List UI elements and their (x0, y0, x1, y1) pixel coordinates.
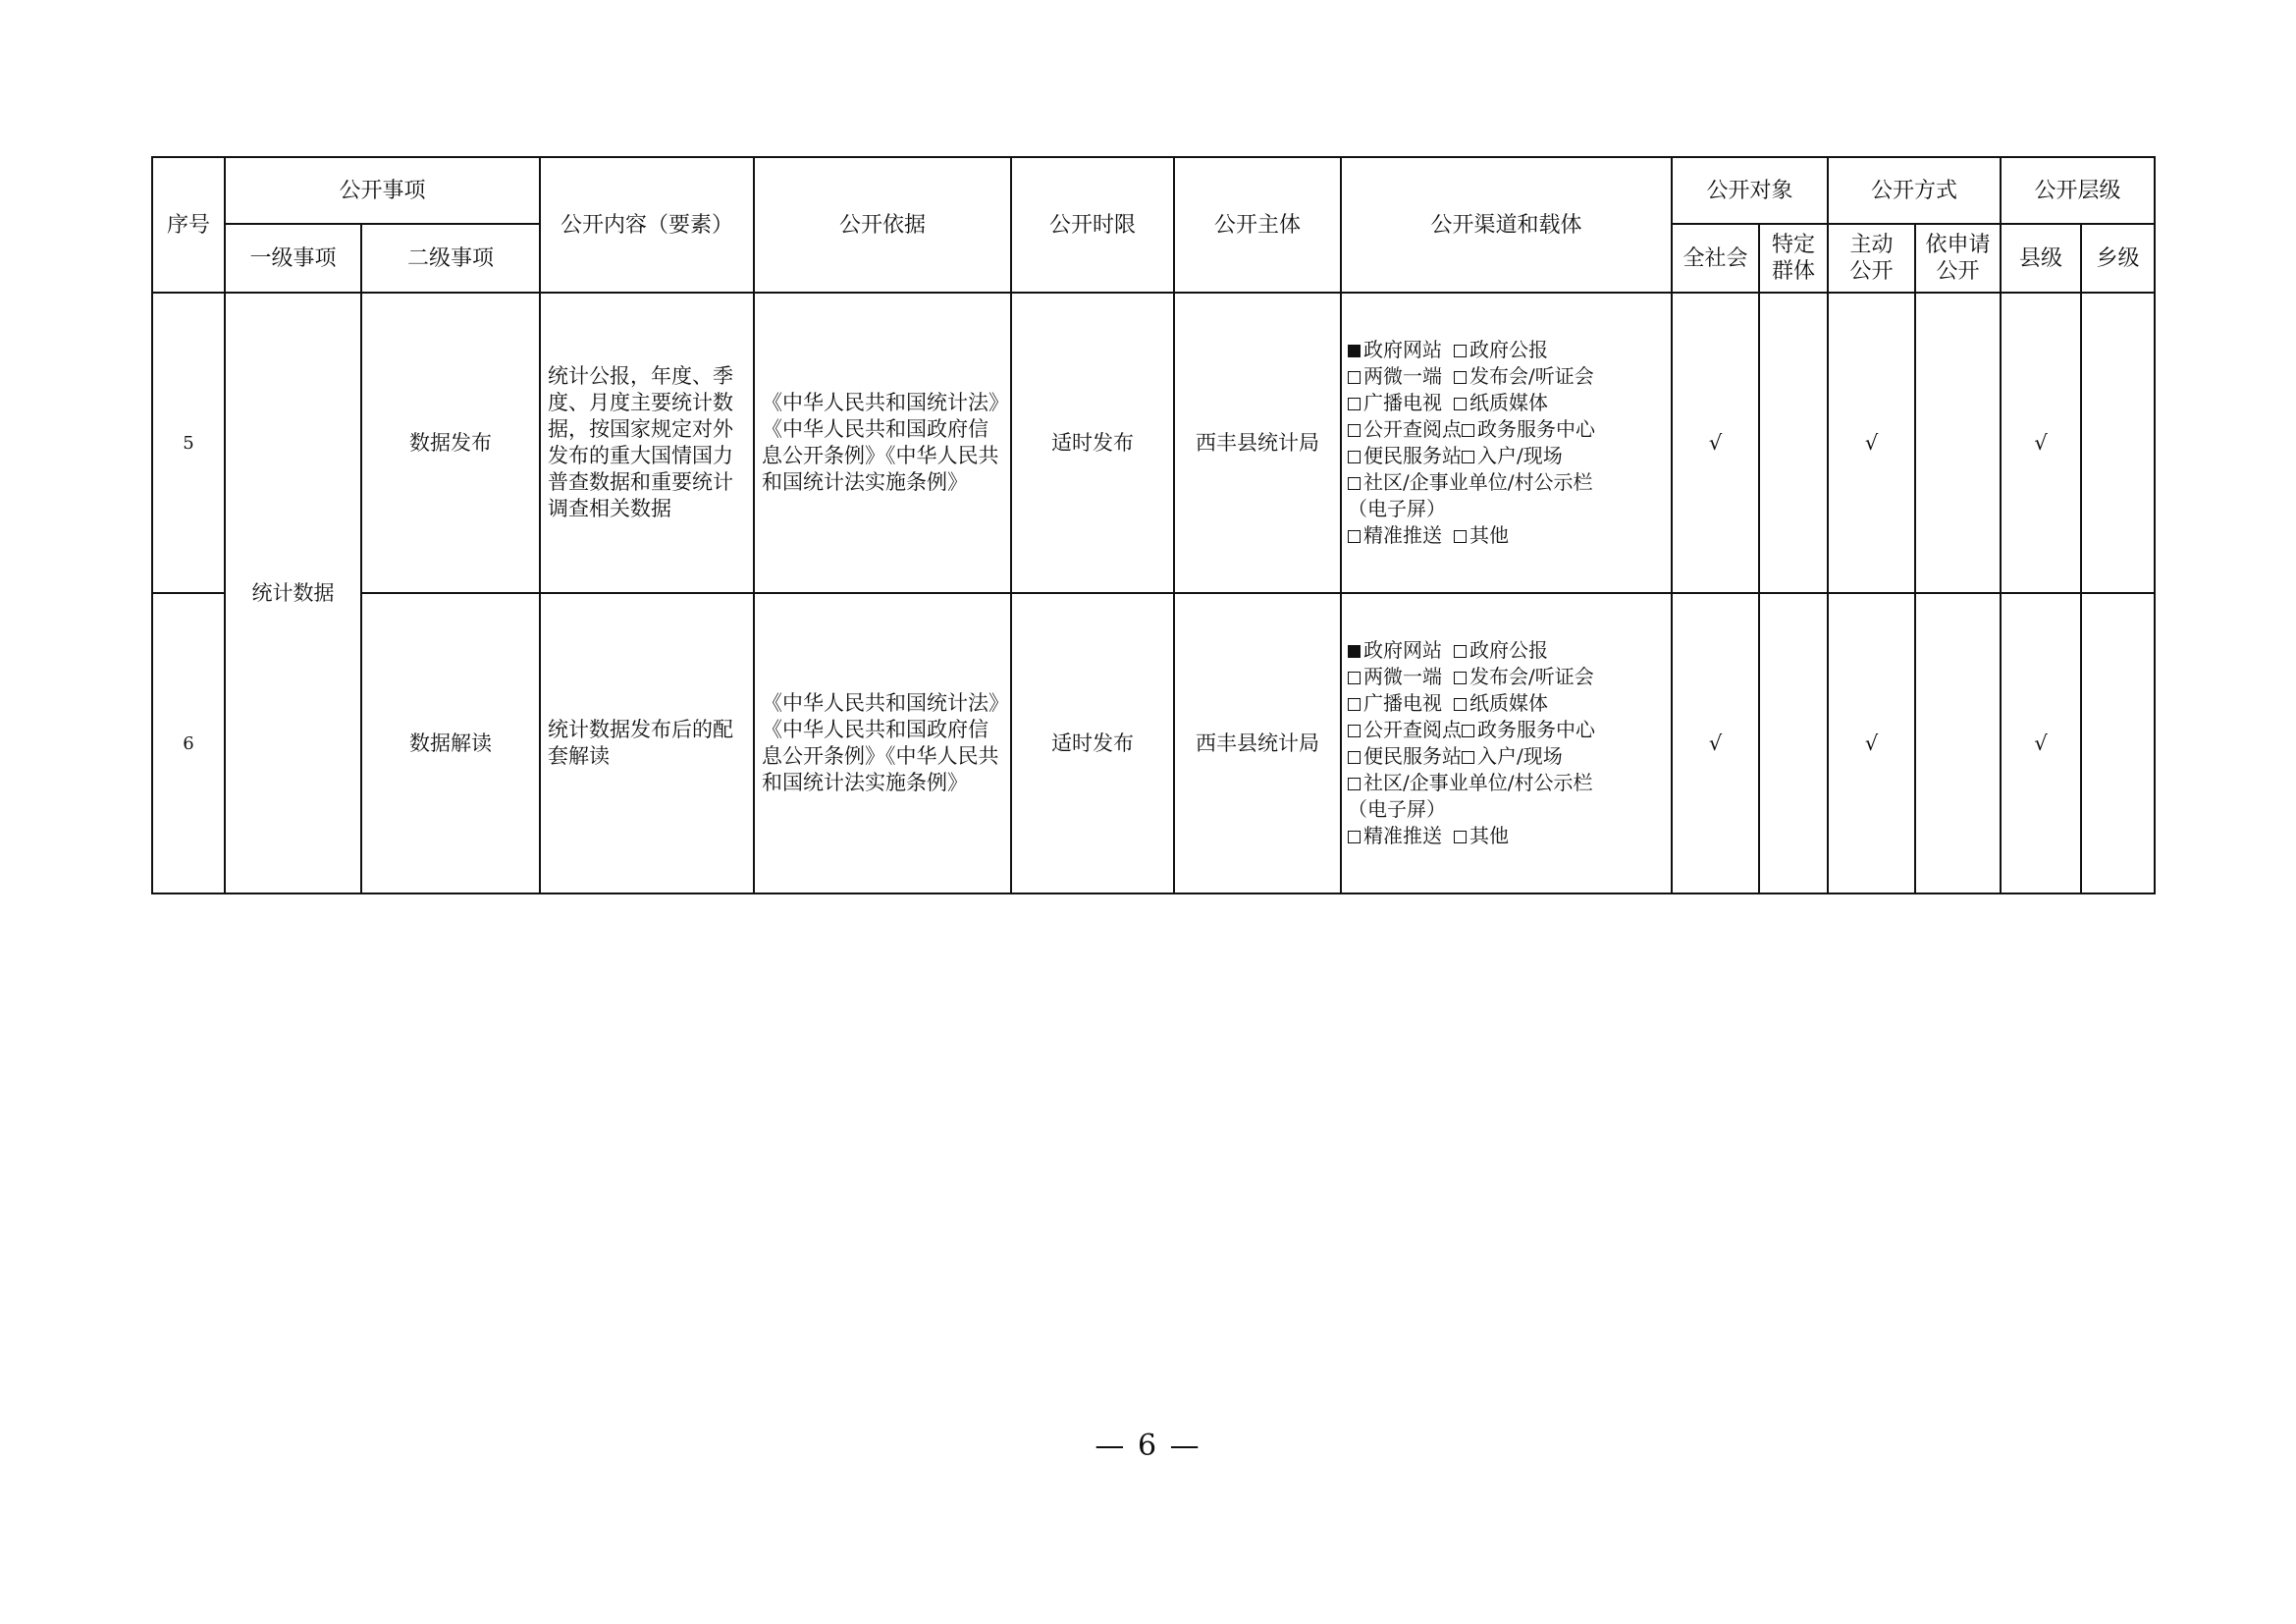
empty-box-icon (1348, 778, 1361, 790)
header-subject: 公开主体 (1174, 157, 1341, 293)
level-town-check (2081, 293, 2155, 593)
channel-option: 政府公报 (1454, 338, 1548, 361)
empty-box-icon (1348, 672, 1361, 684)
disclosure-basis: 《中华人民共和国统计法》《中华人民共和国政府信息公开条例》《中华人民共和国统计法实施条例》 (754, 293, 1011, 593)
empty-box-icon (1454, 345, 1467, 357)
disclosure-subject: 西丰县统计局 (1174, 593, 1341, 893)
channel-option: 纸质媒体 (1454, 691, 1548, 715)
empty-box-icon (1348, 451, 1361, 463)
empty-box-icon (1348, 530, 1361, 543)
header-content: 公开内容（要素） (540, 157, 754, 293)
header-method-request-line2: 公开 (1936, 259, 1980, 284)
table-row (152, 293, 2155, 593)
empty-box-icon (1462, 725, 1474, 737)
level2-item: 数据解读 (361, 593, 540, 893)
empty-box-icon (1462, 424, 1474, 437)
empty-box-icon (1348, 424, 1361, 437)
disclosure-table (151, 156, 2156, 894)
level-county-check: √ (2001, 593, 2081, 893)
empty-box-icon (1348, 371, 1361, 384)
empty-box-icon (1454, 698, 1467, 711)
channel-option: 精准推送 (1348, 824, 1442, 847)
channel-option: 便民服务站 (1348, 444, 1462, 467)
time-limit: 适时发布 (1011, 293, 1174, 593)
header-method-group: 公开方式 (1828, 157, 2001, 224)
header-audience-all: 全社会 (1672, 224, 1759, 293)
disclosure-content: 统计公报，年度、季度、月度主要统计数据，按国家规定对外发布的重大国情国力普查数据和重要统计调查相关数据 (540, 293, 754, 593)
header-method-request-line1: 依申请 (1925, 233, 1991, 257)
channel-option: 政务服务中心 (1462, 417, 1595, 441)
empty-box-icon (1348, 751, 1361, 764)
row-seq: 5 (152, 293, 225, 593)
header-channels: 公开渠道和载体 (1341, 157, 1672, 293)
level1-item: 统计数据 (225, 293, 361, 893)
channel-option-note: （电子屏） (1348, 497, 1447, 520)
header-audience-specific-line2: 群体 (1772, 259, 1816, 284)
channel-option: 政务服务中心 (1462, 718, 1595, 741)
channel-option: 两微一端 (1348, 364, 1442, 388)
empty-box-icon (1348, 831, 1361, 843)
empty-box-icon (1454, 530, 1467, 543)
header-item-group: 公开事项 (225, 157, 540, 224)
channel-option: 两微一端 (1348, 665, 1442, 688)
channel-option: 广播电视 (1348, 691, 1442, 715)
empty-box-icon (1348, 477, 1361, 490)
disclosure-subject: 西丰县统计局 (1174, 293, 1341, 593)
empty-box-icon (1454, 672, 1467, 684)
header-basis: 公开依据 (754, 157, 1011, 293)
header-level-town: 乡级 (2081, 224, 2155, 293)
header-audience-specific-line1: 特定 (1772, 233, 1816, 257)
channel-option: 广播电视 (1348, 391, 1442, 414)
channels-list (1341, 593, 1672, 893)
channel-option: 政府网站 (1348, 338, 1442, 361)
audience-specific-check (1759, 293, 1828, 593)
empty-box-icon (1348, 698, 1361, 711)
header-level-group: 公开层级 (2001, 157, 2155, 224)
channel-option: 社区/企事业单位/村公示栏 (1348, 771, 1592, 794)
header-method-active-line2: 公开 (1849, 259, 1894, 284)
method-active-check: √ (1828, 593, 1915, 893)
channel-option: 其他 (1454, 824, 1509, 847)
header-time-limit: 公开时限 (1011, 157, 1174, 293)
channel-option-note: （电子屏） (1348, 797, 1447, 821)
disclosure-content: 统计数据发布后的配套解读 (540, 593, 754, 893)
empty-box-icon (1348, 725, 1361, 737)
table-row (152, 593, 2155, 893)
method-active-check: √ (1828, 293, 1915, 593)
empty-box-icon (1454, 371, 1467, 384)
checked-box-icon (1348, 345, 1361, 357)
channel-option: 其他 (1454, 523, 1509, 547)
header-level1: 一级事项 (225, 224, 361, 293)
empty-box-icon (1348, 398, 1361, 410)
channels-list (1341, 293, 1672, 593)
audience-specific-check (1759, 593, 1828, 893)
empty-box-icon (1462, 751, 1474, 764)
page-number: — 6 — (1095, 1429, 1201, 1463)
level-town-check (2081, 593, 2155, 893)
channel-option: 发布会/听证会 (1454, 364, 1594, 388)
method-request-check (1915, 293, 2001, 593)
channel-option: 精准推送 (1348, 523, 1442, 547)
method-request-check (1915, 593, 2001, 893)
channel-option: 政府网站 (1348, 638, 1442, 662)
header-level-county: 县级 (2001, 224, 2081, 293)
header-audience-group: 公开对象 (1672, 157, 1828, 224)
channel-option: 公开查阅点 (1348, 718, 1462, 741)
empty-box-icon (1454, 398, 1467, 410)
channel-option: 发布会/听证会 (1454, 665, 1594, 688)
channel-option: 政府公报 (1454, 638, 1548, 662)
header-method-active-line1: 主动 (1849, 233, 1894, 257)
channel-option: 入户/现场 (1462, 744, 1563, 768)
empty-box-icon (1454, 831, 1467, 843)
channel-option: 纸质媒体 (1454, 391, 1548, 414)
level2-item: 数据发布 (361, 293, 540, 593)
header-method-request (1915, 224, 2001, 293)
header-level2: 二级事项 (361, 224, 540, 293)
checked-box-icon (1348, 645, 1361, 658)
audience-all-check: √ (1672, 593, 1759, 893)
channel-option: 公开查阅点 (1348, 417, 1462, 441)
header-audience-specific (1759, 224, 1828, 293)
empty-box-icon (1462, 451, 1474, 463)
empty-box-icon (1454, 645, 1467, 658)
disclosure-basis: 《中华人民共和国统计法》《中华人民共和国政府信息公开条例》《中华人民共和国统计法实施条例》 (754, 593, 1011, 893)
header-method-active (1828, 224, 1915, 293)
audience-all-check: √ (1672, 293, 1759, 593)
channel-option: 社区/企事业单位/村公示栏 (1348, 470, 1592, 494)
channel-option: 入户/现场 (1462, 444, 1563, 467)
row-seq: 6 (152, 593, 225, 893)
level-county-check: √ (2001, 293, 2081, 593)
channel-option: 便民服务站 (1348, 744, 1462, 768)
header-seq: 序号 (152, 157, 225, 293)
time-limit: 适时发布 (1011, 593, 1174, 893)
